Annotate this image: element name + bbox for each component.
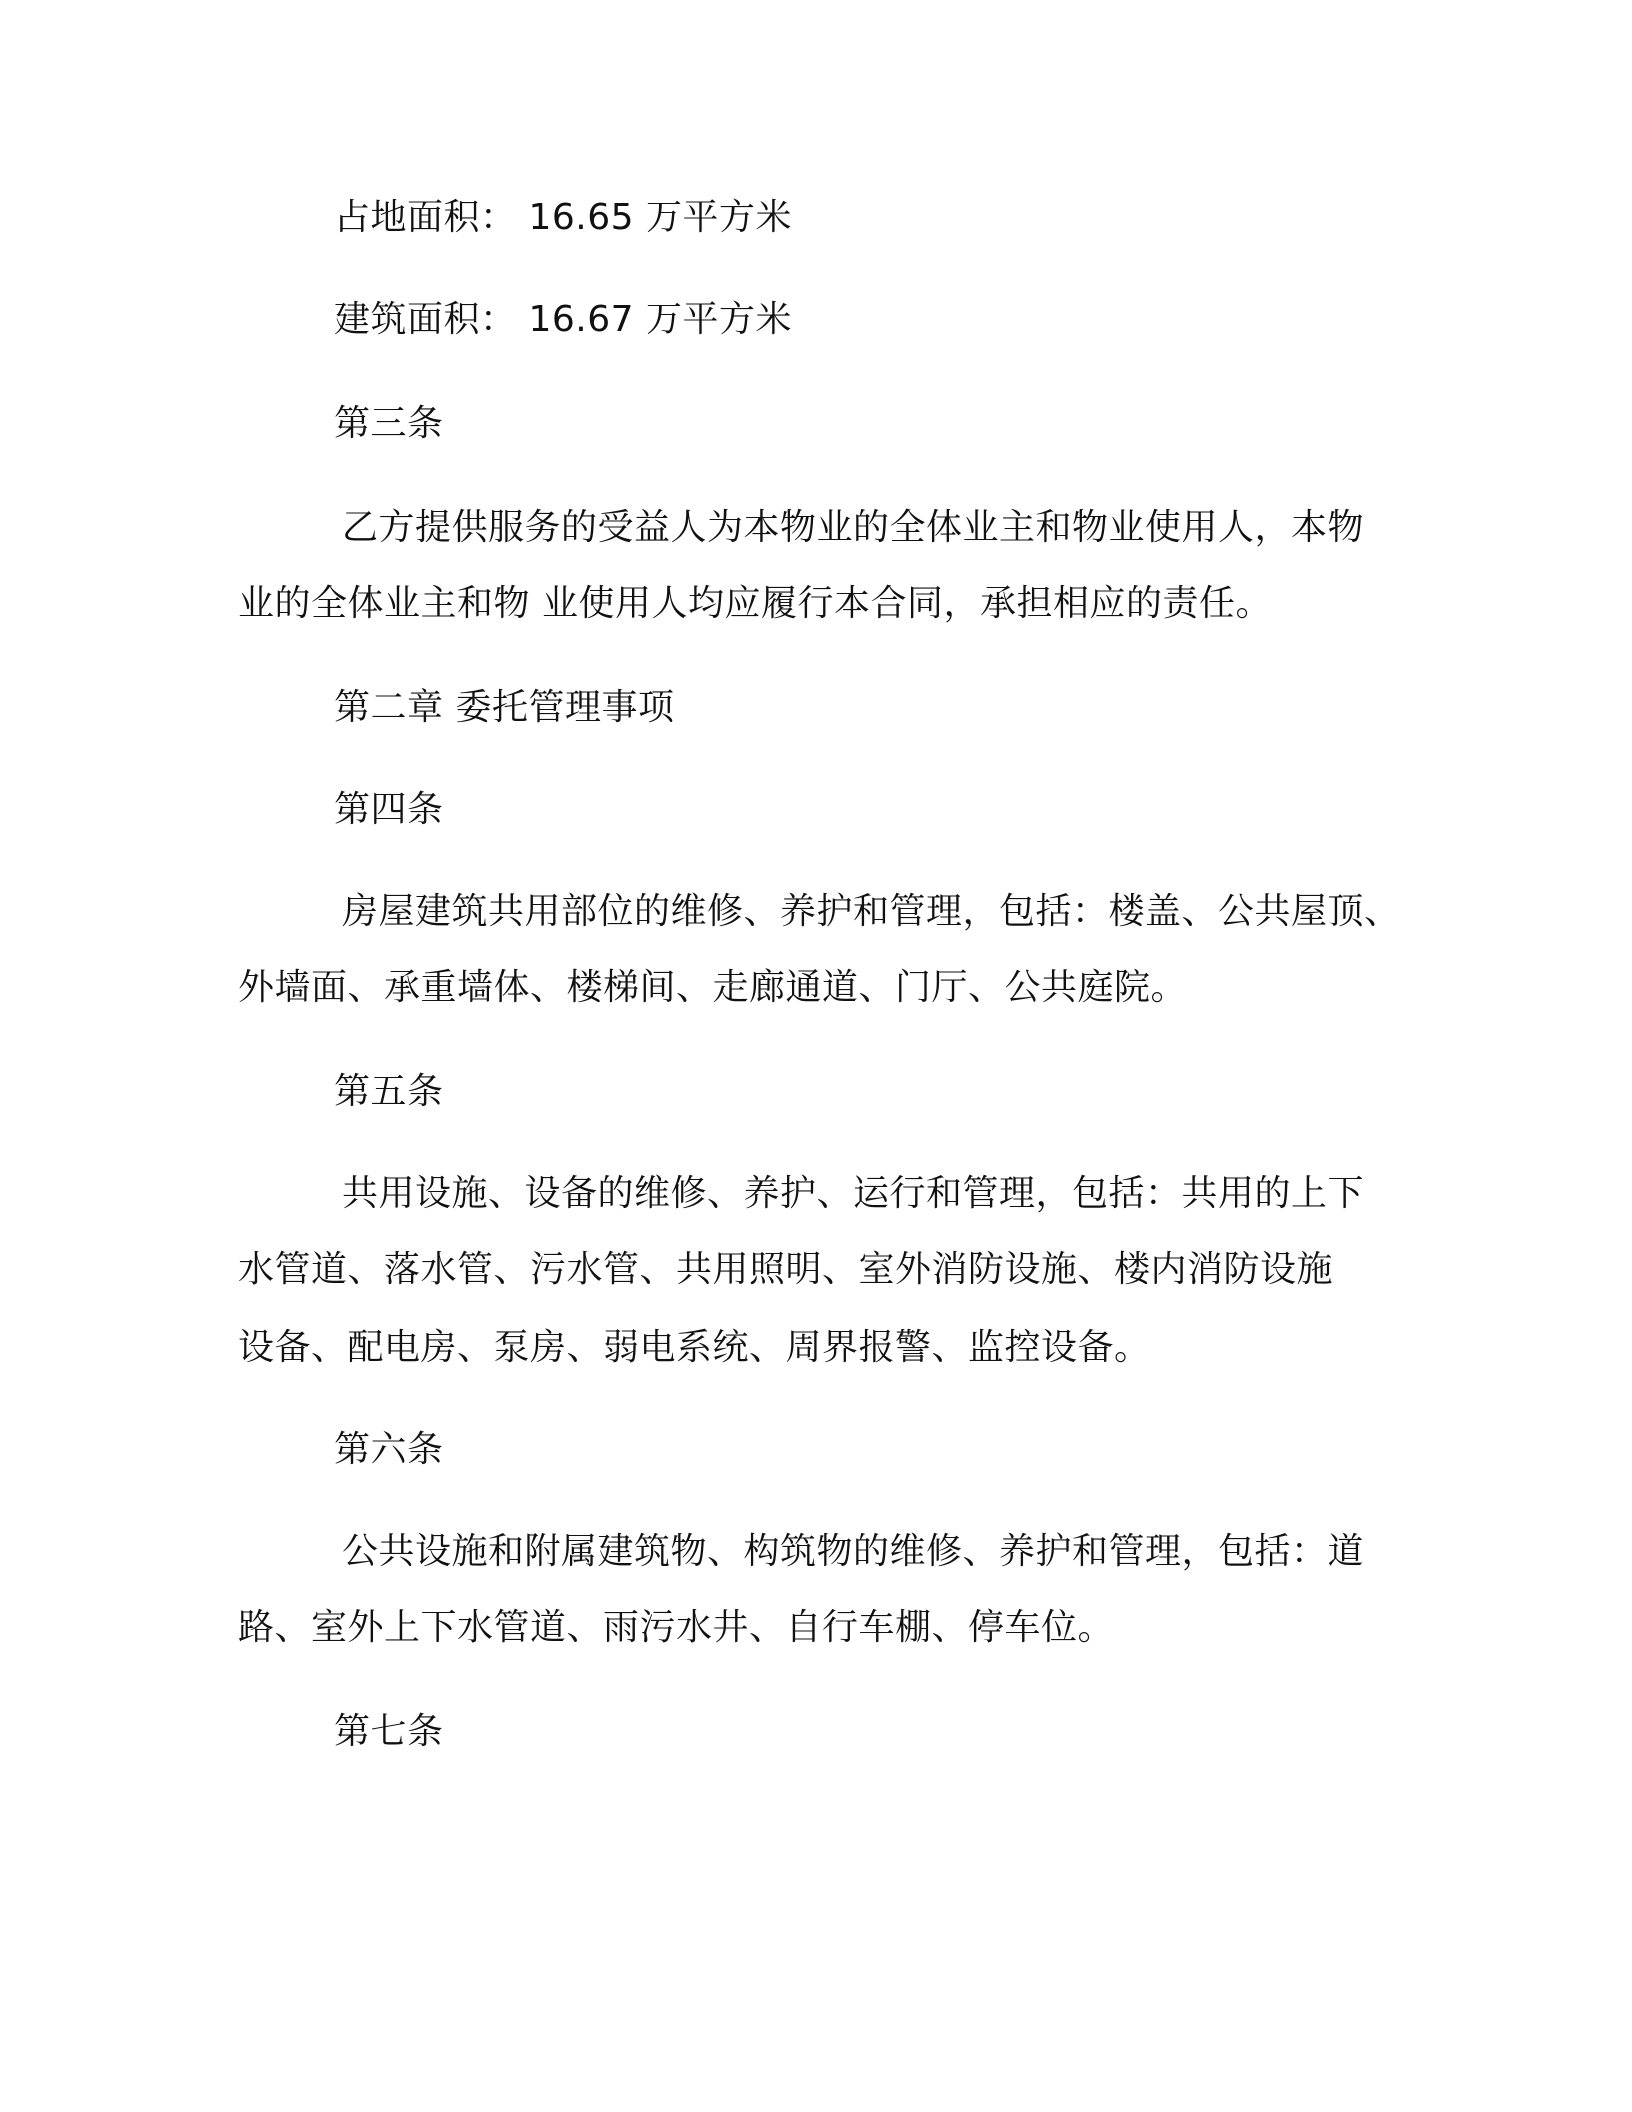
article-3-text-line-2: 业的全体业主和物 业使用人均应履行本合同，承担相应的责任。 (238, 583, 1272, 624)
land-area-line: 占地面积： 16.65 万平方米 (334, 197, 792, 238)
building-area-line: 建筑面积： 16.67 万平方米 (334, 299, 792, 340)
article-5-text-line-3: 设备、配电房、泵房、弱电系统、周界报警、监控设备。 (238, 1327, 1151, 1368)
article-5-heading: 第五条 (334, 1071, 444, 1112)
article-6-text-line-2: 路、室外上下水管道、雨污水井、自行车棚、停车位。 (238, 1607, 1115, 1648)
article-5-text-line-2: 水管道、落水管、污水管、共用照明、室外消防设施、楼内消防设施 (238, 1249, 1334, 1290)
article-4-text-line-2: 外墙面、承重墙体、楼梯间、走廊通道、门厅、公共庭院。 (238, 967, 1188, 1008)
article-5-text-line-1: 共用设施、设备的维修、养护、运行和管理，包括：共用的上下 (342, 1173, 1365, 1214)
article-3-text-line-1: 乙方提供服务的受益人为本物业的全体业主和物业使用人，本物 (342, 507, 1365, 548)
article-7-heading: 第七条 (334, 1711, 444, 1752)
article-4-text-line-1: 房屋建筑共用部位的维修、养护和管理，包括：楼盖、公共屋顶、 (342, 891, 1401, 932)
article-6-heading: 第六条 (334, 1429, 444, 1470)
article-3-heading: 第三条 (334, 403, 444, 444)
article-6-text-line-1: 公共设施和附属建筑物、构筑物的维修、养护和管理，包括：道 (342, 1531, 1365, 1572)
article-4-heading: 第四条 (334, 789, 444, 830)
chapter-2-heading: 第二章 委托管理事项 (334, 687, 675, 728)
